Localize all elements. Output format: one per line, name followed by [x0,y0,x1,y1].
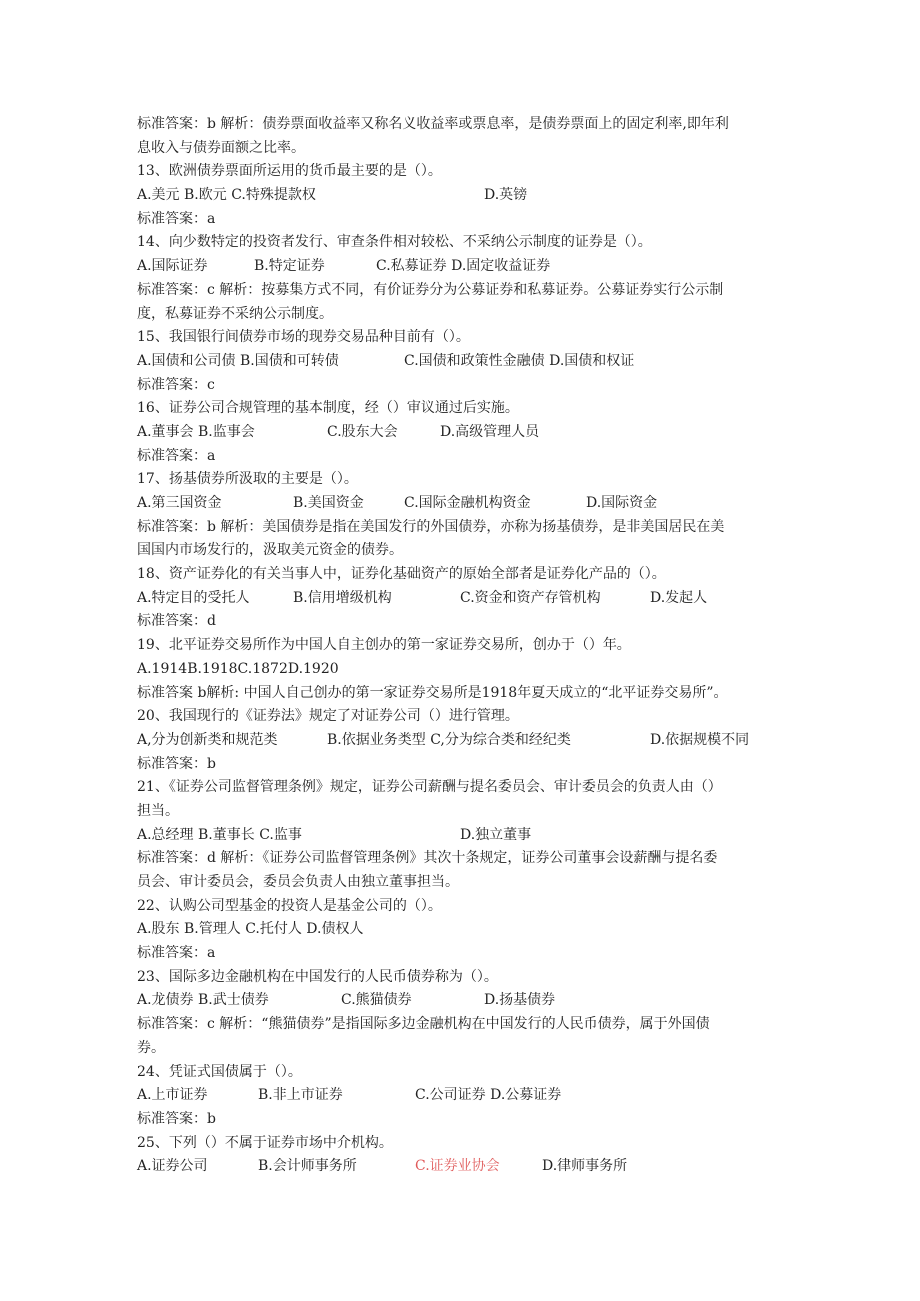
option-d: D.高级管理人员 [440,423,540,440]
options-22: A.股东 B.管理人 C.托付人 D.债权人 [137,921,364,938]
option-a: A.第三国资金 [137,495,222,511]
option-d: D.英镑 [484,187,528,204]
option-c-highlighted: C.证券业协会 [415,1158,500,1175]
option-a: A.证券公司 [137,1158,208,1175]
question-20: 20、我国现行的《证券法》规定了对证券公司（）进行管理。 [137,708,519,725]
answer-20: 标准答案：b [137,755,216,772]
options-21 [137,824,797,848]
option-abc: A.美元 B.欧元 C.特殊提款权 [137,187,316,204]
options-16 [137,421,797,445]
options-15 [137,350,797,374]
question-21: 21、《证券公司监督管理条例》规定，证券公司薪酬与提名委员会、审计委员会的负责人由（） [137,779,722,796]
options-17 [137,492,797,516]
answer-24: 标准答案：b [137,1110,216,1127]
question-24: 24、凭证式国债属于（）。 [137,1063,302,1080]
option-b: B.美国资金 [293,495,364,511]
answer-21-cont: 员会、审计委员会，委员会负责人由独立董事担当。 [137,874,459,890]
question-13: 13、欧洲债券票面所运用的货币最主要的是（）。 [137,163,442,180]
option-b: B.特定证券 [254,258,325,275]
option-cd: C.私募证券 D.固定收益证券 [376,258,551,275]
option-d: D.扬基债券 [484,992,556,1009]
option-b: B.信用增级机构 [293,589,392,606]
option-c: C.股东大会 [327,423,398,440]
question-16: 16、证券公司合规管理的基本制度，经（）审议通过后实施。 [137,400,519,417]
answer-15: 标准答案：c [137,376,215,393]
option-a: A,分为创新类和规范类 [137,731,278,748]
options-14 [137,255,797,279]
answer-21: 标准答案：d 解析：《证券公司监督管理条例》其次十条规定，证券公司董事会设薪酬与提名委 [137,850,718,867]
options-25 [137,1155,797,1179]
options-24 [137,1084,797,1108]
question-19: 19、北平证券交易所作为中国人自主创办的第一家证券交易所，创办于（）年。 [137,637,631,654]
question-17: 17、扬基债券所汲取的主要是（）。 [137,471,358,488]
answer-17: 标准答案：b 解析：美国债券是指在美国发行的外国债券，亦称为扬基债券，是非美国居民在美 [137,518,725,535]
answer-18: 标准答案：d [137,613,216,630]
option-d: D.独立董事 [460,826,532,843]
option-b: B.非上市证券 [258,1087,343,1104]
question-18: 18、资产证券化的有关当事人中，证券化基础资产的原始全部者是证券化产品的（）。 [137,566,666,583]
answer-14: 标准答案：c 解析：按募集方式不同，有价证券分为公募证券和私募证券。公募证券实行公示制 [137,281,724,298]
question-15: 15、我国银行间债券市场的现券交易品种目前有（）。 [137,329,470,346]
option-bc: B.依据业务类型 C,分为综合类和经纪类 [327,731,571,748]
option-d: D.国际资金 [586,495,658,511]
answer-23: 标准答案：c 解析：“熊猫债券”是指国际多边金融机构在中国发行的人民币债券，属于外国债 [137,1016,710,1033]
question-25: 25、下列（）不属于证券市场中介机构。 [137,1134,393,1151]
option-b: B.会计师事务所 [258,1158,357,1175]
option-ab: A.国债和公司债 B.国债和可转债 [137,352,339,369]
question-22: 22、认购公司型基金的投资人是基金公司的（）。 [137,897,442,914]
options-23 [137,989,797,1013]
answer-line: 标准答案：b 解析：债券票面收益率又称名义收益率或票息率，是债券票面上的固定利率,即年利 [137,116,729,132]
option-cd: C.公司证券 D.公募证券 [415,1087,562,1104]
option-c: C.国际金融机构资金 [404,495,531,511]
answer-13: 标准答案：a [137,210,216,227]
answer-19: 标准答案 b解析: 中国人自己创办的第一家证券交易所是1918年夏天成立的“北平证券交易所”。 [137,684,728,701]
option-a: A.特定目的受托人 [137,589,250,606]
option-c: C.熊猫债券 [341,992,412,1009]
option-a: A.国际证券 [137,258,208,275]
answer-23-cont: 券。 [137,1039,165,1056]
option-a: A.上市证券 [137,1087,208,1104]
answer-22: 标准答案：a [137,945,216,962]
answer-14-cont: 度，私募证券不采纳公示制度。 [137,305,333,322]
option-ab: A.龙债券 B.武士债券 [137,992,269,1009]
question-14: 14、向少数特定的投资者发行、审查条件相对较松、不采纳公示制度的证券是（）。 [137,234,652,251]
answer-16: 标准答案：a [137,447,216,464]
question-21-cont: 担当。 [137,802,179,819]
option-abc: A.总经理 B.董事长 C.监事 [137,826,302,843]
question-list [137,113,797,1179]
option-ab: A.董事会 B.监事会 [137,423,255,440]
option-d: D.律师事务所 [542,1158,628,1175]
answer-17-cont: 国国内市场发行的，汲取美元资金的债券。 [137,542,403,559]
question-23: 23、国际多边金融机构在中国发行的人民币债券称为（）。 [137,968,498,985]
options-13 [137,184,797,208]
answer-line: 息收入与债券面额之比率。 [137,139,305,156]
option-d: D.发起人 [650,589,708,606]
options-18 [137,587,797,611]
option-c: C.资金和资产存管机构 [460,589,601,606]
option-cd: C.国债和政策性金融债 D.国债和权证 [404,352,635,369]
option-d: D.依据规模不同 [650,731,750,748]
options-20 [137,729,797,753]
options-19: A.1914B.1918C.1872D.1920 [137,660,339,677]
